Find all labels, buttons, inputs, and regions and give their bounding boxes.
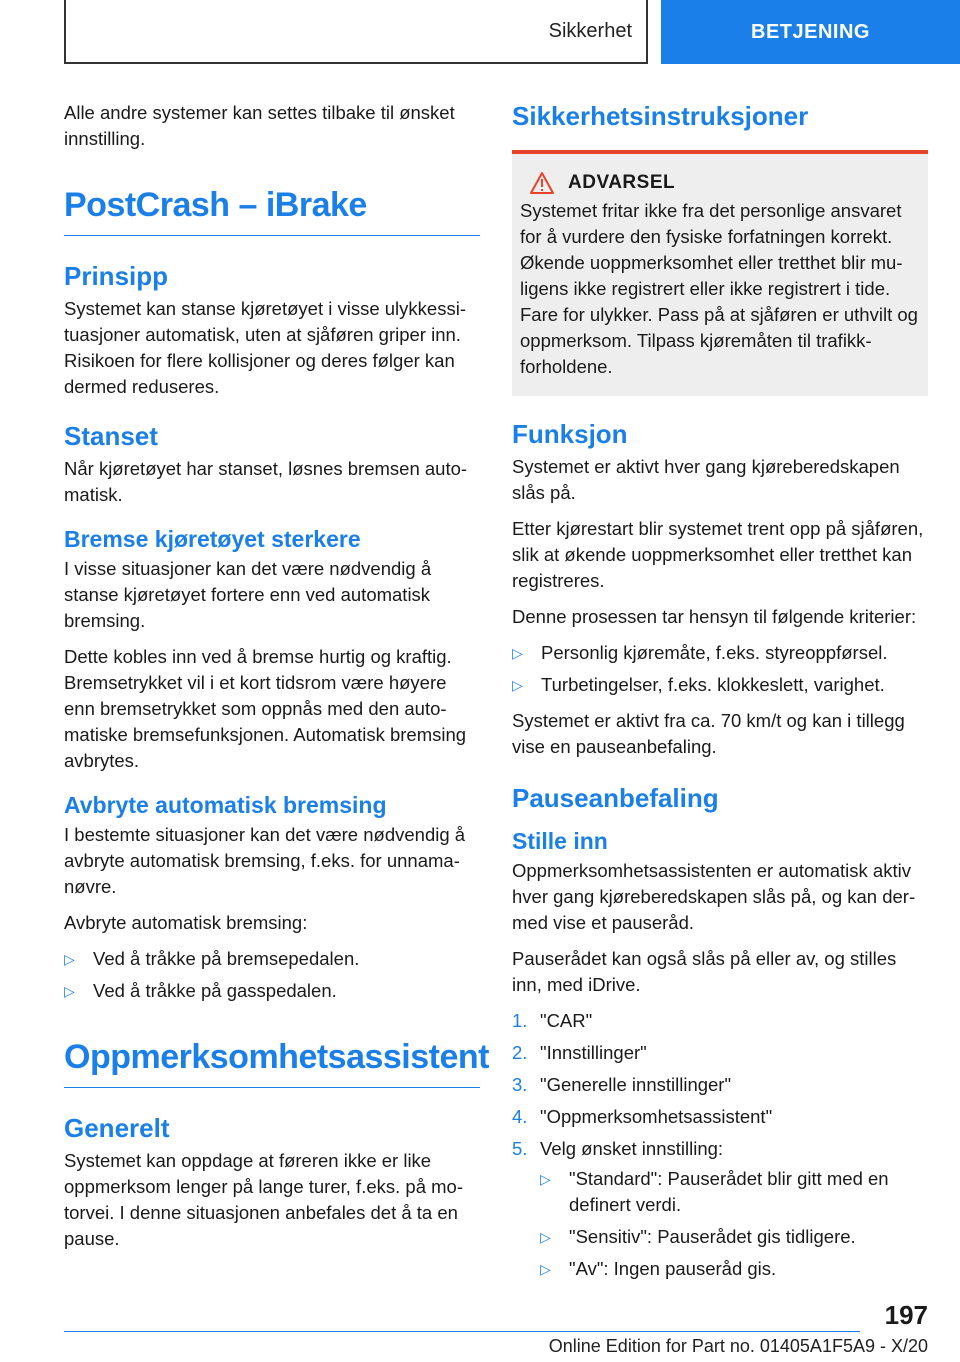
header-section-tab <box>64 0 648 64</box>
prinsipp-text: Systemet kan stanse kjøretøyet i visse ulykkessituasjoner automatisk, uten at sjåføren griper inn. Risikoen for flere kollisjoner og deres følger kan dermed reduseres. <box>64 298 466 397</box>
bremse-heading: Bremse kjøretøyet sterkere <box>64 526 361 552</box>
triangle-bullet-icon: ▷ <box>540 1261 551 1277</box>
triangle-bullet-icon: ▷ <box>540 1229 551 1245</box>
stille-inn-heading: Stille inn <box>512 828 608 854</box>
triangle-bullet-icon: ▷ <box>512 645 523 661</box>
warning-triangle-icon <box>530 172 554 194</box>
pauseanbefaling-heading: Pauseanbefaling <box>512 783 719 813</box>
left-column <box>64 100 489 1262</box>
list-item: ▷ Personlig kjøremåte, f.eks. styreoppførsel. <box>512 640 928 666</box>
options-list <box>540 1166 928 1282</box>
bremse-text-1: I visse situasjoner kan det være nødvendig å stanse kjøretøyet fortere enn ved automatisk bremsing. <box>64 558 432 631</box>
list-item: 5. Velg ønsket innstilling: ▷ "Standard": Pauserådet blir gitt med en definert verdi. ▷ "Sensitiv": Pauserådet gis tidligere. ▷ "Av": Ingen pauseråd gis. <box>512 1136 928 1282</box>
stille-text-1: Oppmerksomhetsassistenten er automatisk aktiv hver gang kjøreberedskapen slås på, og kan dermed vise et pauseråd. <box>512 860 916 933</box>
list-item: ▷ "Av": Ingen pauseråd gis. <box>540 1256 928 1282</box>
right-column <box>512 100 928 1288</box>
list-item: ▷ "Standard": Pauserådet blir gitt med en definert verdi. <box>540 1166 928 1218</box>
oppmerksomhet-heading: Oppmerksomhetsassistent <box>64 1038 480 1088</box>
intro-text: Alle andre systemer kan settes tilbake til ønsket innstilling. <box>64 102 455 149</box>
funksjon-text-1: Systemet er aktivt hver gang kjøreberedskapen slås på. <box>512 456 900 503</box>
list-item: 1. "CAR" <box>512 1010 593 1031</box>
triangle-bullet-icon: ▷ <box>512 677 523 693</box>
triangle-bullet-icon: ▷ <box>64 951 75 967</box>
footer-divider <box>64 1331 860 1332</box>
warning-label: ADVARSEL <box>568 172 676 193</box>
header-section-label: Sikkerhet <box>548 19 632 42</box>
bremse-text-2: Dette kobles inn ved å bremse hurtig og kraftig. Bremsetrykket vil i et kort tidsrom være høyere enn bremsetrykket som oppnås med den automatiske bremsefunksjonen. Automatisk bremsing avbrytes. <box>64 646 467 771</box>
triangle-bullet-icon: ▷ <box>540 1171 551 1187</box>
criteria-list <box>512 640 928 698</box>
avbryte-text-1: I bestemte situasjoner kan det være nødvendig å avbryte automatisk bremsing, f.eks. for unnamanøvre. <box>64 824 466 897</box>
list-item: 4. "Oppmerksomhetsassistent" <box>512 1106 773 1127</box>
page-number: 197 <box>884 1300 928 1330</box>
avbryte-text-2: Avbryte automatisk bremsing: <box>64 912 308 933</box>
warning-header <box>520 172 920 194</box>
steps-list <box>512 1008 928 1282</box>
funksjon-text-3: Denne prosessen tar hensyn til følgende kriterier: <box>512 606 917 627</box>
stanset-text: Når kjøretøyet har stanset, løsnes bremsen automatisk. <box>64 458 468 505</box>
prinsipp-heading: Prinsipp <box>64 261 169 291</box>
generelt-heading: Generelt <box>64 1113 170 1143</box>
avbryte-heading: Avbryte automatisk bremsing <box>64 792 387 818</box>
list-item: ▷ "Sensitiv": Pauserådet gis tidligere. <box>540 1224 928 1250</box>
header-chapter-label: BETJENING <box>751 20 870 43</box>
stanset-heading: Stanset <box>64 421 158 451</box>
list-item: ▷ Ved å tråkke på bremsepedalen. <box>64 946 480 972</box>
avbryte-list <box>64 946 480 1004</box>
list-item: 2. "Innstillinger" <box>512 1042 647 1063</box>
list-item: 3. "Generelle innstillinger" <box>512 1074 732 1095</box>
funksjon-text-2: Etter kjørestart blir systemet trent opp på sjåføren, slik at økende uoppmerksomhet eller tretthet kan registreres. <box>512 518 924 591</box>
sikkerhet-heading: Sikkerhetsinstruksjoner <box>512 101 809 131</box>
stille-text-2: Pauserådet kan også slås på eller av, og stilles inn, med iDrive. <box>512 948 897 995</box>
funksjon-text-4: Systemet er aktivt fra ca. 70 km/t og kan i tillegg vise en pauseanbefaling. <box>512 710 905 757</box>
edition-text: Online Edition for Part no. 01405A1F5A9 - X/20 <box>548 1336 928 1356</box>
warning-text: Systemet fritar ikke fra det personlige ansvaret for å vurdere den fysiske forfatningen korrekt. Økende uoppmerksomhet eller tretthet blir muligens ikke registrert eller ikke registrert i tide. Fare for ulykker. Pass på at sjåføren er uthvilt og oppmerksom. Tilpass kjøremåten til trafikkforholdene. <box>520 200 918 377</box>
funksjon-heading: Funksjon <box>512 419 628 449</box>
header-chapter-tab <box>661 0 960 64</box>
list-item: ▷ Turbetingelser, f.eks. klokkeslett, varighet. <box>512 672 928 698</box>
triangle-bullet-icon: ▷ <box>64 983 75 999</box>
generelt-text: Systemet kan oppdage at føreren ikke er like oppmerksom lenger på lange turer, f.eks. på motorvei. I denne situasjonen anbefales det å ta en pause. <box>64 1150 463 1249</box>
warning-box <box>512 150 928 396</box>
postcrash-heading: PostCrash – iBrake <box>64 186 480 236</box>
list-item: ▷ Ved å tråkke på gasspedalen. <box>64 978 480 1004</box>
